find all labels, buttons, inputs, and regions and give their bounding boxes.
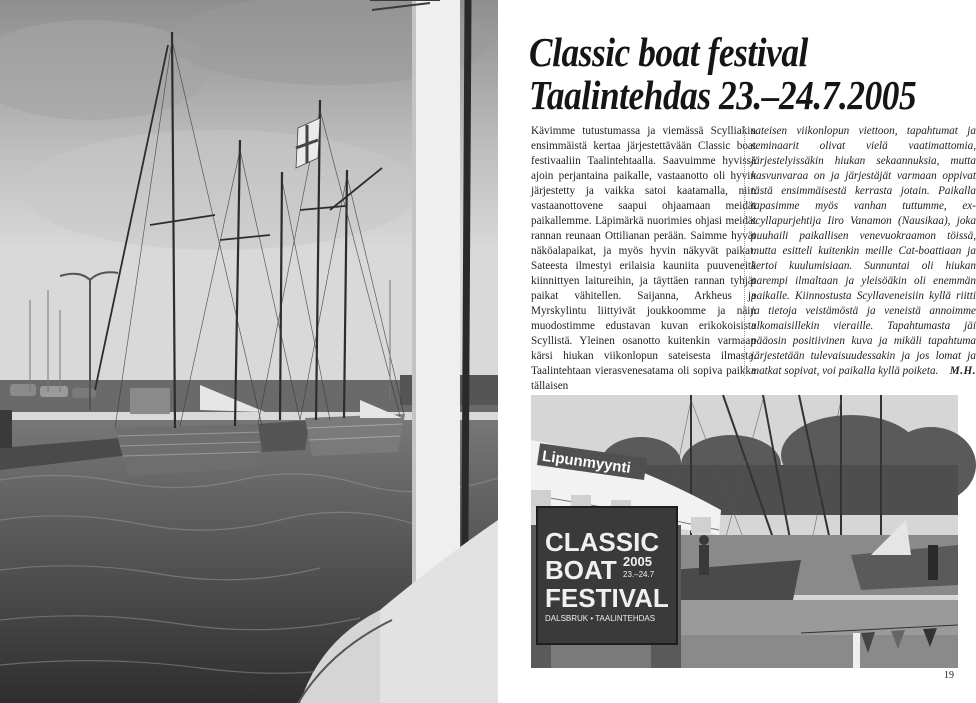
article-paragraph-right: sateisen viikonlopun viettoon, tapahtumat ja seminaarit olivat vielä vaatimattomia, järjestelyissäkin hiukan sekaannuksia, mutta kasvunvaraa on ja järjestäjät varmaan oppivat tästä ensimmäisestä kerrasta jotain. Paikalla tapasimme myös vanhan tuttumme, ex-scyllapurjehtija Iiro Vanamon (Nausikaa), joka puuhaili paikallisen venevuokraamon töissä, mutta esitteli kuitenkin meille Cat-boattiaan ja kertoi kuulumisiaan. Sunnuntai oli hiukan parempi ilmaltaan ja yleisöäkin oli enemmän paikalle. Kiinnostusta Scyllaveneisiin kyllä riitti ja tietoja veistämöstä ja veneistä annoimme ulkomaisillekin vieraille. Tapahtumasta jäi pääosin positiivinen kuva ja mikäli tapahtuma järjestetään tulevaisuudessakin ja jos lomat ja matkat sopivat, voi paikalla kyllä poiketa. xyxy=(751,125,976,377)
banner-footer: DALSBRUK • TAALINTEHDAS xyxy=(545,614,656,623)
article-title-line1: Classic boat festival xyxy=(529,29,808,75)
text-column-left xyxy=(531,124,756,394)
banner-dates: 23.–24.7 xyxy=(623,570,655,579)
article-paragraph-right-wrap xyxy=(751,124,976,379)
banner-line-festival: FESTIVAL xyxy=(545,583,669,613)
banner-year: 2005 xyxy=(623,554,652,569)
column-divider xyxy=(744,126,745,376)
article-title-line2: Taalintehdas 23.–24.7.2005 xyxy=(529,72,917,118)
festival-photo xyxy=(531,395,958,668)
banner-line-classic: CLASSIC xyxy=(545,527,660,557)
kiosk-sign-text: Lipunmyynti xyxy=(541,447,632,477)
article-signature: M.H. xyxy=(949,365,976,377)
festival-photo-graphic xyxy=(531,395,958,668)
text-column-right xyxy=(751,124,976,379)
page-number: 19 xyxy=(944,670,954,681)
banner-line-boat: BOAT xyxy=(545,555,617,585)
article-paragraph-left: Kävimme tutustumassa ja viemässä Scylliakin ensimmäistä kertaa järjestettävään Classic boat festivaaliin Taalintehtaalla. Saavuimme hyvissä ajoin perjantaina paikalle, vastaanotto oli hyvin järjestetty ja vaikka satoi kaatamalla, niin vastaanottovene saapui ohjaamaan meidät paikallemme. Läpimärkä nuorimies ohjasi meidät rannan reunaan Ottilianan perään. Saimme hyvät näköalapaikat, ja myös hyvin näkyvät paikat. Sateesta ilmestyi erilaisia kauniita puuveneitä kiinnittyen laitureihin, ja täyttäen rannan tyhjät paikat vähitellen. Saijanna, Arkheus ja Myrskylintu liittyivät joukkoomme ja näin muodostimme edustavan kuvan erikokoisista Scyllistä. Yleinen osanotto kuitenkin varmaan kärsi hiukan viikonlopun sateisesta ilmasta. Taalintehtaan vierasvenesatama oli sopiva paikka tällaisen xyxy=(531,125,756,392)
